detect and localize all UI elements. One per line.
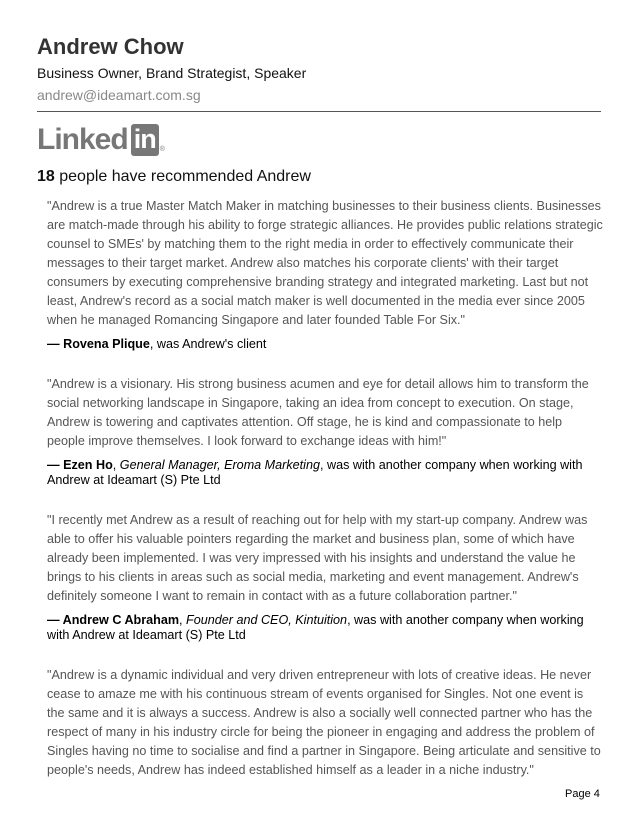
linkedin-logo-box: in [131, 124, 159, 156]
recommendation [47, 375, 603, 488]
header-divider [37, 111, 601, 112]
recommendation [47, 511, 603, 643]
recommendation-count: 18 [37, 168, 55, 185]
author-title: General Manager, Eroma Marketing [119, 458, 320, 472]
recommendation [47, 197, 603, 352]
page-number: Page 4 [565, 788, 600, 800]
author-title: Founder and CEO, Kintuition [186, 613, 348, 627]
recommendation-text: "Andrew is a true Master Match Maker in matching businesses to their business clients. Businesses are match-made through his ability to forge strategic alliances. He provides public relations strategic counsel to SMEs' by matching them to the right media in order to effectively communicate their messages to their target market. Andrew also matches his corporate clients' with their target consumers by executing comprehensive branding strategy and integrated marketing. Last but not least, Andrew's record as a social match maker is well documented in the media ever since 2005 when he managed Romancing Singapore and later founded Table For Six." [47, 199, 603, 327]
author-dash: — [47, 337, 64, 351]
author-relation: , was Andrew's client [149, 337, 267, 351]
author-dash: — [47, 613, 63, 627]
profile-headline: Business Owner, Brand Strategist, Speaker [37, 65, 307, 81]
recommendation-author [47, 337, 603, 352]
author-name: Andrew C Abraham [62, 613, 180, 627]
profile-name: Andrew Chow [37, 34, 184, 59]
recommendation [47, 666, 603, 780]
recommendations-heading [37, 167, 311, 187]
author-dash: — [47, 458, 64, 472]
author-name: Ezen Ho [63, 458, 113, 472]
linkedin-logo [37, 123, 165, 157]
recommendation-text: "Andrew is a dynamic individual and very driven entrepreneur with lots of creative ideas. He never cease to amaze me with his continuous stream of events organised for Singles. Not one event is the same and it is always a success. Andrew is also a socially well connected partner who has the respect of many in his industry circle for being the pioneer in engaging and address the problem of Singles having no time to socialise and find a partner in Singapore. Being articulate and sensitive to people's needs, Andrew has indeed established himself as a leader in a niche industry." [47, 668, 601, 777]
document-page [37, 0, 601, 826]
author-separator: , [112, 458, 120, 472]
author-relation: , was with another company when working with Andrew at Ideamart (S) Pte Ltd [47, 613, 584, 642]
author-separator: , [179, 613, 187, 627]
recommendation-text: "I recently met Andrew as a result of reaching out for help with my start-up company. Andrew was able to offer his valuable pointers regarding the market and business plan, some of which have already been implemented. I was very impressed with his insights and understand the value he brings to his clients in areas such as social media, marketing and event management. Andrew's definitely someone I want to remain in contact with as a future collaboration partner." [47, 513, 588, 603]
recommendations-list [47, 197, 603, 780]
linkedin-logo-word: Linked [37, 123, 128, 156]
recommendation-text: "Andrew is a visionary. His strong business acumen and eye for detail allows him to transform the social networking landscape in Singapore, taking an idea from concept to execution. On stage, Andrew is towering and captivates attention. Off stage, he is kind and compassionate to help people improve themselves. I look forward to exchange ideas with him!" [47, 377, 589, 448]
profile-email: andrew@ideamart.com.sg [37, 87, 201, 103]
recommendation-author [47, 458, 603, 488]
author-relation: , was with another company when working with Andrew at Ideamart (S) Pte Ltd [47, 458, 583, 487]
registered-mark: ® [159, 146, 165, 153]
recommendation-author [47, 613, 603, 643]
author-name: Rovena Plique [63, 337, 150, 351]
recommendations-heading-text: people have recommended Andrew [54, 168, 311, 185]
